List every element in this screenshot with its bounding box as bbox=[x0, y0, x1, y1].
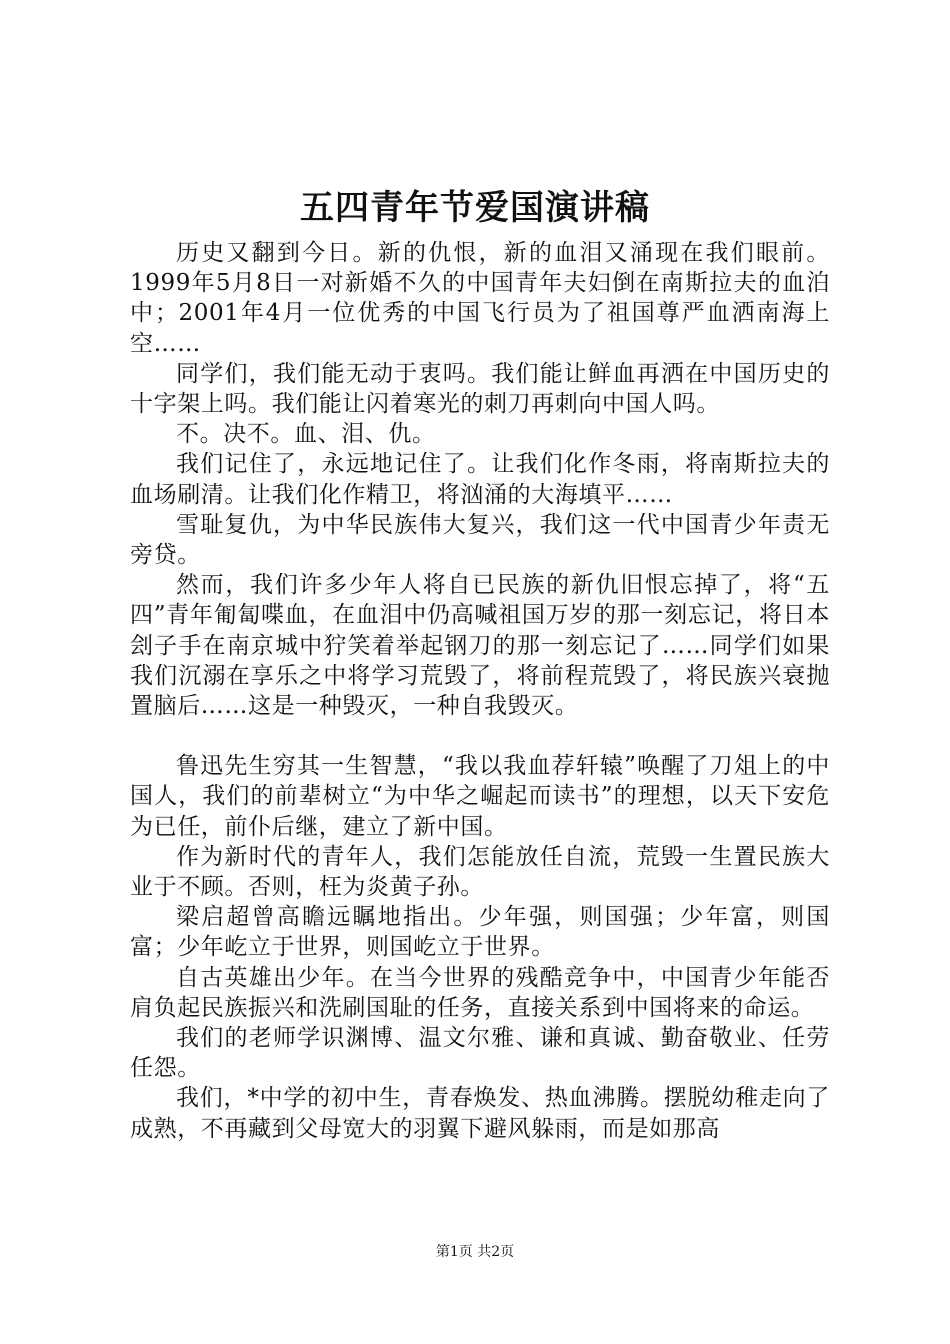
paragraph-11: 我们的老师学识渊博、温文尔雅、谦和真诚、勤奋敬业、任劳任怨。 bbox=[130, 1025, 830, 1082]
paragraph-2: 同学们，我们能无动于衷吗。我们能让鲜血再洒在中国历史的十字架上吗。我们能让闪着寒光的刺刀再刺向中国人吗。 bbox=[130, 360, 830, 418]
paragraph-4: 我们记住了，永远地记住了。让我们化作冬雨，将南斯拉夫的血场刷清。让我们化作精卫，将汹涌的大海填平…… bbox=[130, 451, 830, 508]
document-title: 五四青年节爱国演讲稿 bbox=[300, 188, 650, 228]
paragraph-8: 作为新时代的青年人，我们怎能放任自流，荒毁一生置民族大业于不顾。否则，枉为炎黄子孙。 bbox=[130, 843, 830, 901]
paragraph-7: 鲁迅先生穷其一生智慧，“我以我血荐轩辕”唤醒了刀俎上的中国人，我们的前辈树立“为中华之崛起而读书”的理想，以天下安危为已任，前仆后继，建立了新中国。 bbox=[130, 753, 830, 840]
paragraph-5: 雪耻复仇，为中华民族伟大复兴，我们这一代中国青少年责无旁贷。 bbox=[130, 511, 830, 569]
paragraph-12: 我们，*中学的初中生，青春焕发、热血沸腾。摆脱幼稚走向了成熟，不再藏到父母宽大的羽翼下避风躲雨，而是如那高 bbox=[130, 1085, 830, 1142]
page-footer: 第1页 共2页 bbox=[435, 1244, 515, 1260]
paragraph-spacer bbox=[130, 721, 830, 751]
document-body bbox=[130, 238, 830, 1144]
paragraph-6: 然而，我们许多少年人将自已民族的新仇旧恨忘掉了，将“五四”青年匍匐喋血，在血泪中仍高喊祖国万岁的那一刻忘记，将日本刽子手在南京城中狞笑着举起钢刀的那一刻忘记了……同学们如果我们沉溺在享乐之中将学习荒毁了，将前程荒毁了，将民族兴衰抛置脑后……这是一种毁灭，一种自我毁灭。 bbox=[130, 572, 830, 720]
paragraph-9: 梁启超曾高瞻远瞩地指出。少年强，则国强；少年富，则国富；少年屹立于世界，则国屹立于世界。 bbox=[130, 904, 830, 961]
paragraph-10: 自古英雄出少年。在当今世界的残酷竞争中，中国青少年能否肩负起民族振兴和洗刷国耻的任务，直接关系到中国将来的命运。 bbox=[130, 964, 830, 1021]
paragraph-3: 不。决不。血、泪、仇。 bbox=[176, 421, 436, 448]
paragraph-1: 历史又翻到今日。新的仇恨，新的血泪又涌现在我们眼前。1999年5月8日一对新婚不久的中国青年夫妇倒在南斯拉夫的血泊中；2001年4月一位优秀的中国飞行员为了祖国尊严血洒南海上空…… bbox=[130, 240, 830, 357]
